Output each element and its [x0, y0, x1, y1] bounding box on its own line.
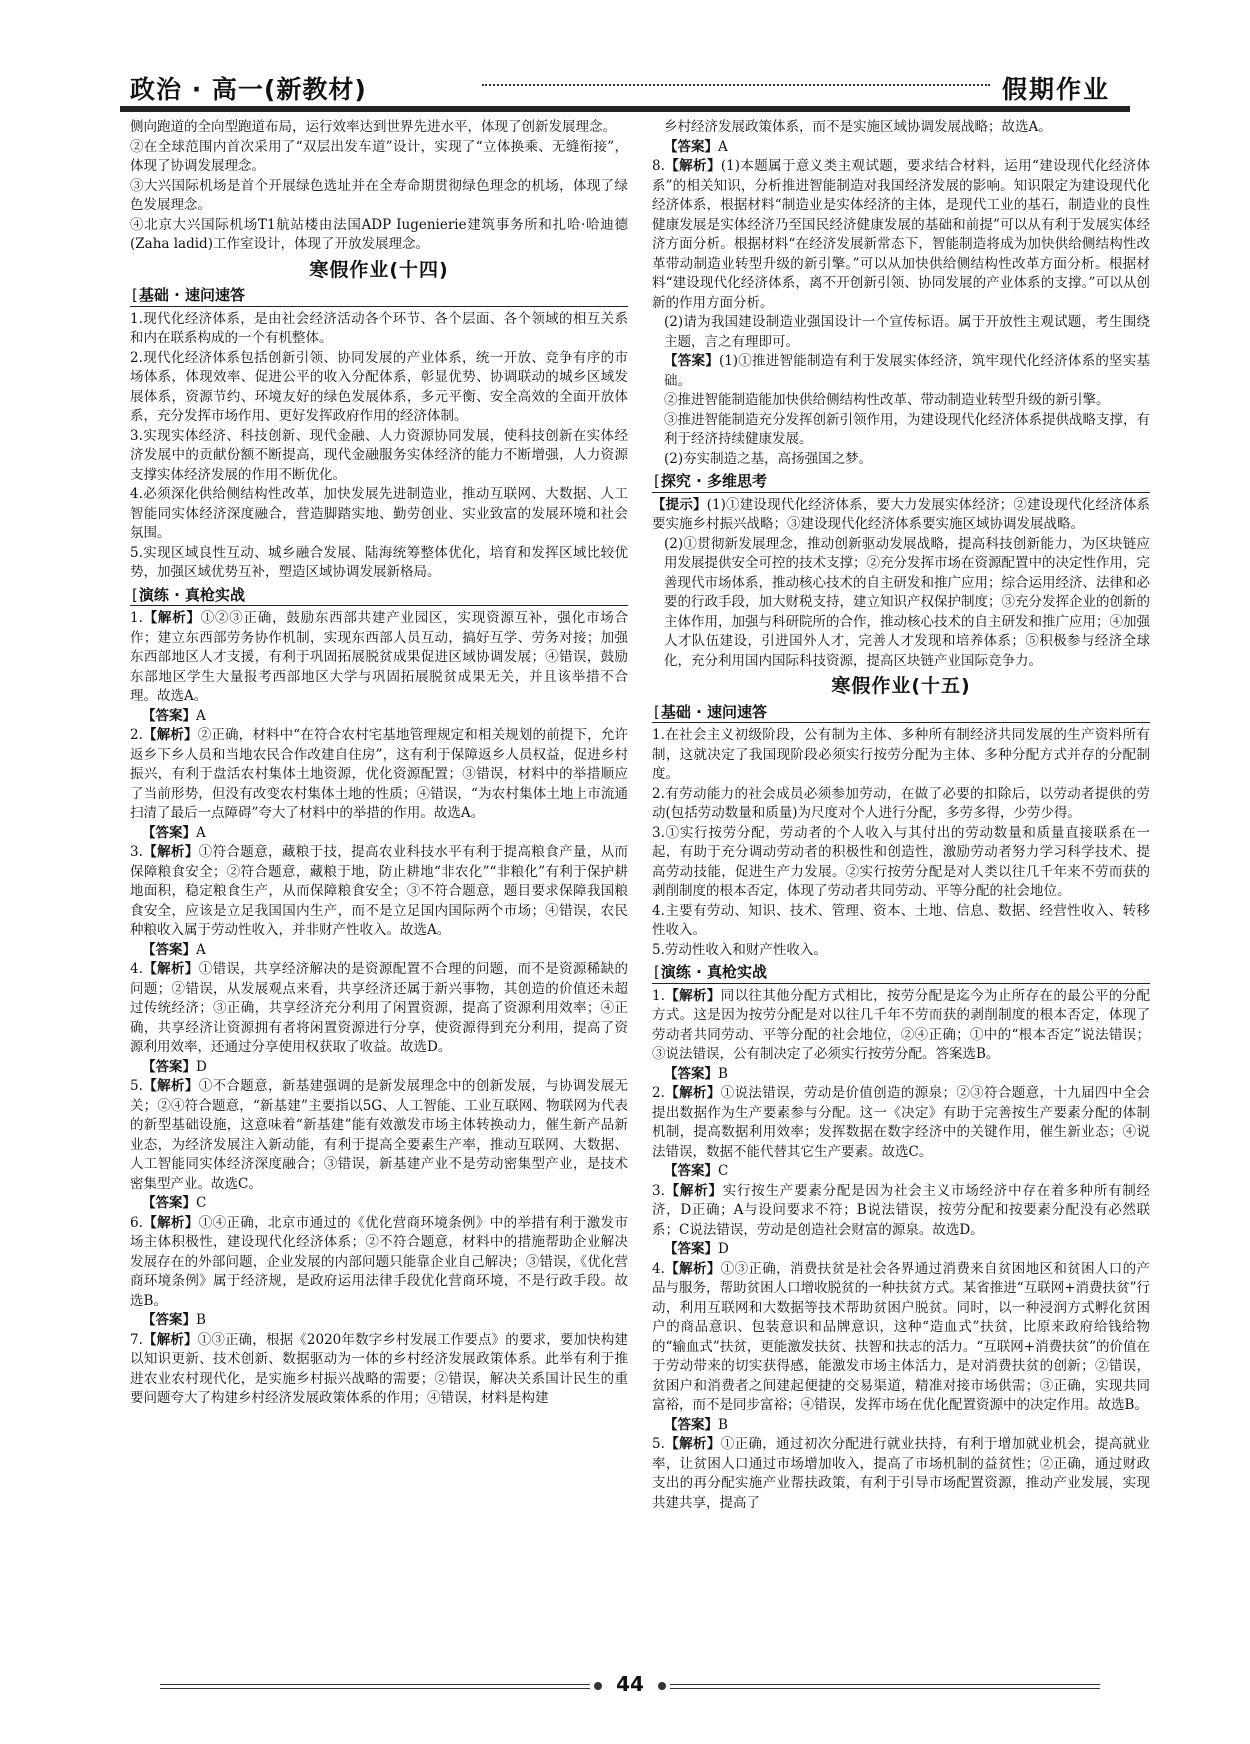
analysis-label: 【解析】: [142, 1214, 199, 1231]
page-footer: [130, 1672, 1130, 1706]
answer-line: [652, 352, 1150, 391]
analysis-text: 实行按生产要素分配是因为社会主义市场经济中存在着多种所有制经济，D正确；A与设问要求不符；B说法错误，按劳分配和按要素分配没有必然联系；C说法错误，劳动是创造社会财富的源泉。故选D。: [652, 1182, 1151, 1238]
analysis-text: ①④正确，北京市通过的《优化营商环境条例》中的举措有利于激发市场主体积极性，建设现代化经济体系；②不符合题意，材料中的措施帮助企业解决发展存在的外部问题，企业发展的内部问题只能靠企业自己解决；③错误，《优化营商环境条例》属于经济规，是政府运用法律手段优化营商环境，不是行政手段。故选B。: [130, 1214, 629, 1309]
paragraph: 乡村经济发展政策体系，而不是实施区域协调发展战略；故选A。: [664, 119, 1052, 135]
analysis-text: ①②③正确，鼓励东西部共建产业园区，实现资源互补，强化市场合作；建立东西部劳务协作机制，实现东西部人员互动，搞好互学、劳务对接；加强东西部地区人才支援，有利于巩固拓展脱贫成果促进区域协调发展；④错误，鼓励东部地区学生大量报考西部地区大学与巩固拓展脱贫成果无关，并且该举措不合理。故选A。: [130, 610, 629, 704]
header-subject: 政治 · 高一(新教材): [130, 75, 367, 104]
answer-line: [652, 1065, 1150, 1085]
item-number: 3.: [130, 844, 143, 860]
header-title: 假期作业: [1001, 75, 1110, 104]
item-number: 1.: [652, 987, 665, 1004]
analysis-text: ②正确，材料中“在符合农村宅基地管理规定和相关规划的前提下，允许返乡下乡人员和当地农民合作改建自住房”，这有利于保障返乡人员权益，促进乡村振兴，有利于盘活农村集体土地资源，优化资源配置；③错误，材料中的举措顺应了当前形势，但没有改变农村集体土地的性质；④错误，“为农村集体土地上市流通扫清了最后一点障碍”夸大了材料中的举措的作用。故选A。: [130, 727, 628, 821]
item-number: 2.: [652, 1085, 665, 1101]
analysis-label: 【解析】: [142, 1078, 199, 1094]
section-tag: [ 探究 · 多维思考: [652, 472, 1150, 493]
item-number: 5.: [130, 1078, 143, 1094]
answer-label: 【答案】: [664, 1241, 718, 1257]
hint-text: (1)①建设现代化经济体系，要大力发展实体经济；②建设现代化经济体系要实施乡村振兴战略；③建设现代化经济体系要实施区域协调发展战略。: [652, 496, 1151, 532]
answer-line: [130, 1194, 628, 1214]
item-number: 4.: [130, 961, 143, 977]
section-tag: [ 演练 · 真枪实战: [652, 963, 1150, 984]
answer-value: B: [718, 1416, 728, 1433]
analysis-item: [652, 1182, 1150, 1241]
footer-rule: [670, 1684, 1100, 1685]
answer-line: [130, 1311, 628, 1331]
page-header: [120, 66, 1130, 108]
section-tag: [ 演练 · 真枪实战: [130, 586, 628, 607]
answer-value: A: [718, 138, 728, 155]
item-number: 2.: [130, 727, 143, 743]
analysis-text: ①说法错误，劳动是价值创造的源泉；②③符合题意，十九届四中全会提出数据作为生产要素参与分配。这一《决定》有助于完善按生产要素分配的体制机制，提高数据利用效率；发挥数据在数字经济中的关键作用，催生新业态；④说法错误，数据不能代替其它生产要素。故选C。: [652, 1085, 1151, 1160]
answer-line: [652, 1162, 1150, 1182]
answer-line: [130, 824, 628, 844]
analysis-label: 【解析】: [664, 1085, 721, 1101]
paragraph: ②在全球范围内首次采用了“双层出发车道”设计，实现了“立体换乘、无缝衔接”，体现了协调发展理念。: [130, 138, 628, 174]
analysis-item: [652, 987, 1150, 1065]
list-item: 5.劳动性收入和财产性收入。: [652, 941, 827, 958]
analysis-label: 【解析】: [142, 844, 199, 860]
answer-label: 【答案】: [142, 1195, 196, 1211]
item-number: 1.: [130, 610, 143, 626]
answer-label: 【答案】: [142, 707, 196, 724]
list-item: 4.主要有劳动、知识、技术、管理、资本、土地、信息、数据、经营性收入、转移性收入。: [652, 902, 1150, 938]
paragraph: 侧向跑道的全向型跑道布局，运行效率达到世界先进水平，体现了创新发展理念。: [130, 119, 616, 135]
analysis-text: ①正确，通过初次分配进行就业扶持，有利于增加就业机会，提高就业率，让贫困人口通过市场增加收入，提高了市场机制的益贫性；②正确，通过财政支出的再分配实施产业帮扶政策，有利于引导市场配置资源，推动产业发展，实现共建共享，提高了: [652, 1436, 1151, 1511]
list-item: 1.在社会主义初级阶段，公有制为主体、多种所有制经济共同发展的生产资料所有制，这就决定了我国现阶段必须实行按劳分配为主体、多种分配方式并存的分配制度。: [652, 727, 1150, 782]
page-number: 44: [616, 1672, 644, 1696]
answer-label: 【答案】: [664, 353, 719, 369]
analysis-item: [130, 1214, 628, 1312]
analysis-label: 【解析】: [142, 727, 198, 743]
analysis-text: ①错误，共享经济解决的是资源配置不合理的问题，而不是资源稀缺的问题；②错误，从发展观点来看，共享经济还属于新兴事物，其创造的价值还未超过传统经济；③正确，共享经济充分利用了闲置资源，提高了资源利用效率；④正确，共享经济让资源拥有者将闲置资源进行分享，使资源得到充分利用，提高了资源利用效率，还通过分享使用权获取了收益。故选D。: [130, 961, 629, 1055]
answer-label: 【答案】: [664, 138, 718, 155]
answer-value: D: [718, 1241, 729, 1257]
header-rule: [120, 106, 1130, 112]
answer-value: C: [718, 1163, 729, 1179]
answer-label: 【答案】: [142, 1312, 196, 1328]
answer-label: 【答案】: [664, 1163, 718, 1179]
list-item: 5.实现区域良性互动、城乡融合发展、陆海统筹整体优化，培育和发挥区域比较优势，加强区域优势互补，塑造区域协调发展新格局。: [130, 544, 628, 580]
answer-label: 【答案】: [664, 1065, 718, 1082]
footer-rule: [160, 1688, 590, 1689]
footer-dot: [658, 1682, 666, 1690]
hint-item: [652, 496, 1150, 535]
analysis-label: 【解析】: [142, 1331, 198, 1348]
section-tag: [ 基础 · 速问速答: [130, 286, 628, 307]
list-item: 2.现代化经济体系包括创新引领、协同发展的产业体系，统一开放、竞争有序的市场体系，体现效率、促进公平的收入分配体系，彰显优势、协调联动的城乡区域发展体系，资源节约、环境友好的绿色发展体系，多元平衡、安全高效的全面开放体系，充分发挥市场作用、更好发挥政府作用的经济体制。: [130, 349, 628, 424]
item-number: 8.: [652, 158, 665, 174]
analysis-item: [130, 960, 628, 1058]
analysis-label: 【解析】: [664, 1436, 721, 1452]
hint-label: 【提示】: [652, 496, 707, 513]
section-title: 寒假作业(十五): [831, 675, 971, 697]
paragraph: (2)请为我国建设制造业强国设计一个宣传标语。属于开放性主观试题，考生围绕主题，言之有理即可。: [664, 314, 1150, 350]
answer-value: (1)①推进智能制造有利于发展实体经济，筑牢现代化经济体系的坚实基础。: [664, 353, 1151, 389]
analysis-item: [130, 1077, 628, 1194]
section-tag: [ 基础 · 速问速答: [652, 703, 1150, 724]
analysis-item: [130, 843, 628, 941]
answer-value: A: [196, 707, 206, 724]
item-number: 4.: [652, 1260, 665, 1277]
paragraph: ③推进智能制造充分发挥创新引领作用，为建设现代化经济体系提供战略支撑，有利于经济持续健康发展。: [664, 411, 1150, 447]
left-column: [130, 118, 628, 1409]
answer-value: B: [196, 1312, 206, 1328]
answer-line: [130, 707, 628, 727]
analysis-item: [652, 1260, 1150, 1416]
analysis-label: 【解析】: [664, 1260, 721, 1277]
answer-label: 【答案】: [664, 1416, 718, 1433]
answer-value: B: [718, 1065, 728, 1082]
analysis-item: [130, 609, 628, 707]
paragraph: ②推进智能制造能加快供给侧结构性改革、带动制造业转型升级的新引擎。: [664, 392, 1110, 408]
answer-label: 【答案】: [142, 941, 196, 958]
analysis-item: [652, 1435, 1150, 1513]
footer-dot: [594, 1682, 602, 1690]
answer-line: [652, 1240, 1150, 1260]
analysis-label: 【解析】: [664, 1182, 723, 1199]
list-item: 1.现代化经济体系，是由社会经济活动各个环节、各个层面、各个领域的相互关系和内在联系构成的一个有机整体。: [130, 310, 628, 346]
analysis-label: 【解析】: [142, 961, 199, 977]
answer-label: 【答案】: [142, 1058, 196, 1075]
analysis-text: 同以往其他分配方式相比，按劳分配是迄今为止所存在的最公平的分配方式。这是因为按劳分配是对以往几千年不劳而获的剥削制度的根本否定，体现了劳动者共同劳动、平等分配的社会地位，②④正确；①中的“根本否定”说法错误；③说法错误，公有制决定了必须实行按劳分配。答案选B。: [652, 987, 1151, 1062]
analysis-item: [652, 1084, 1150, 1162]
answer-line: [652, 1416, 1150, 1436]
analysis-text: ①不合题意，新基建强调的是新发展理念中的创新发展，与协调发展无关；②④符合题意，“新基建”主要指以5G、人工智能、工业互联网、物联网为代表的新型基础设施，这意味着“新基建”能有效激发市场主体转换动力，催生新产品新业态，为经济发展注入新动能，有利于提高全要素生产率，推动互联网、大数据、人工智能同实体经济深度融合；③错误，新基建产业不是劳动密集型产业，是技术密集型产业。故选C。: [130, 1078, 629, 1192]
analysis-text: ①③正确，根据《2020年数字乡村发展工作要点》的要求，要加快构建以知识更新、技术创新、数据驱动为一体的乡村经济发展政策体系。此举有利于推进农业农村现代化，是实施乡村振兴战略的需要；②错误，解决关系国计民生的重要问题夸大了构建乡村经济发展政策体系的作用；④错误，材料是构建: [130, 1331, 629, 1406]
answer-label: 【答案】: [142, 824, 196, 841]
right-column: [652, 118, 1150, 1513]
answer-value: D: [196, 1058, 207, 1075]
footer-rule: [670, 1688, 1100, 1689]
answer-line: [652, 138, 1150, 158]
answer-value: A: [196, 824, 206, 841]
analysis-item: [130, 726, 628, 824]
list-item: 2.有劳动能力的社会成员必须参加劳动，在做了必要的扣除后，以劳动者提供的劳动(包括劳动数量和质量)为尺度对个人进行分配，多劳多得，少劳少得。: [652, 785, 1150, 821]
analysis-text: (1)本题属于意义类主观试题，要求结合材料，运用“建设现代化经济体系”的相关知识，分析推进智能制造对我国经济发展的影响。知识限定为建设现代化经济体系，根据材料“制造业是实体经济的主体，是现代工业的基石，制造业的良性健康发展是实体经济乃至国民经济健康发展的基础和前提”可以从有利于发展实体经济方面分析。根据材料“在经济发展新常态下，智能制造将成为加快供给侧结构性改革带动制造业转型升级的新引擎。”可以从加快供给侧结构性改革方面分析。根据材料“建设现代化经济体系，离不开创新引领、协同发展的产业体系的支撑。”可以从创新的作用方面分析。: [652, 158, 1151, 311]
analysis-item: [652, 157, 1150, 313]
answer-line: [130, 941, 628, 961]
footer-rule: [160, 1684, 590, 1685]
analysis-label: 【解析】: [664, 987, 721, 1004]
list-item: 4.必须深化供给侧结构性改革，加快发展先进制造业，推动互联网、大数据、人工智能同实体经济深度融合，营造脚踏实地、勤劳创业、实业致富的发展环境和社会氛围。: [130, 486, 628, 541]
paragraph: (2)①贯彻新发展理念，推动创新驱动发展战略，提高科技创新能力，为区块链应用发展提供安全可控的技术支撑；②充分发挥市场在资源配置中的决定性作用，完善现代市场体系，推动核心技术的自主研发和推广应用；综合运用经济、法律和必要的行政手段，加大财税支持，建立知识产权保护制度；③充分发挥企业的创新的主体作用，加强与科研院所的合作，推动核心技术的自主研发和推广应用；④加强人才队伍建设，引进国外人才，完善人才发现和培养体系；⑤积极参与经济全球化，充分利用国内国际科技资源，提高区块链产业国际竞争力。: [664, 535, 1150, 669]
paragraph: ③大兴国际机场是首个开展绿色选址并在全寿命期贯彻绿色理念的机场，体现了绿色发展理念。: [130, 177, 628, 213]
analysis-text: ①符合题意，藏粮于技，提高农业科技水平有利于提高粮食产量，从而保障粮食安全；②符合题意，藏粮于地，防止耕地“非农化”“非粮化”有利于保护耕地面积，稳定粮食生产，从而保障粮食安全；③不符合题意，题目要求保障我国粮食安全，应该是立足我国国内生产，而不是立足国内国际两个市场；④错误，农民种粮收入属于劳动性收入，并非财产性收入。故选A。: [130, 844, 629, 938]
paragraph: (2)夯实制造之基，高扬强国之梦。: [664, 450, 873, 467]
analysis-label: 【解析】: [664, 158, 721, 174]
list-item: 3.①实行按劳分配，劳动者的个人收入与其付出的劳动数量和质量直接联系在一起，有助于充分调动劳动者的积极性和创造性，激励劳动者努力学习科学技术、提高劳动技能，促进生产力发展。②实行按劳分配是对人类以往几千年来不劳而获的剥削制度的根本否定，体现了劳动者共同劳动、平等分配的社会地位。: [652, 824, 1150, 899]
section-title: 寒假作业(十四): [309, 258, 449, 281]
item-number: 3.: [652, 1182, 665, 1199]
paragraph: ④北京大兴国际机场T1航站楼由法国ADP Iugenierie建筑事务所和扎哈·哈迪德(Zaha ladid)工作室设计，体现了开放发展理念。: [130, 216, 628, 252]
analysis-label: 【解析】: [142, 610, 201, 626]
answer-value: C: [196, 1195, 207, 1211]
item-number: 7.: [130, 1331, 143, 1348]
analysis-text: ①③正确，消费扶贫是社会各界通过消费来自贫困地区和贫困人口的产品与服务，帮助贫困人口增收脱贫的一种扶贫方式。某省推进“互联网+消费扶贫”行动，利用互联网和大数据等技术帮助贫困户脱贫。同时，以一种浸润方式孵化贫困户的商品意识、包装意识和品牌意识，这种“造血式”扶贫，比原来政府给钱给物的“输血式”扶贫，更能激发扶贫、扶智和扶志的活力。“互联网+消费扶贫”的价值在于劳动带来的切实获得感，能激发市场主体活力，是对消费扶贫的创新；②错误，贫困户和消费者之间建起便捷的交易渠道，精准对接市场供需；③正确，实现共同富裕，而不是同步富裕；④错误，发挥市场在优化配置资源中的决定作用。故选B。: [652, 1260, 1151, 1413]
header-dotted-line: [482, 84, 990, 86]
answer-value: A: [196, 941, 206, 958]
list-item: 3.实现实体经济、科技创新、现代金融、人力资源协同发展，使科技创新在实体经济发展中的贡献份额不断提高，现代金融服务实体经济的能力不断增强，人力资源支撑实体经济发展的作用不断优化。: [130, 427, 628, 483]
item-number: 5.: [652, 1436, 665, 1452]
item-number: 6.: [130, 1214, 143, 1231]
analysis-item: [130, 1331, 628, 1409]
answer-line: [130, 1058, 628, 1078]
